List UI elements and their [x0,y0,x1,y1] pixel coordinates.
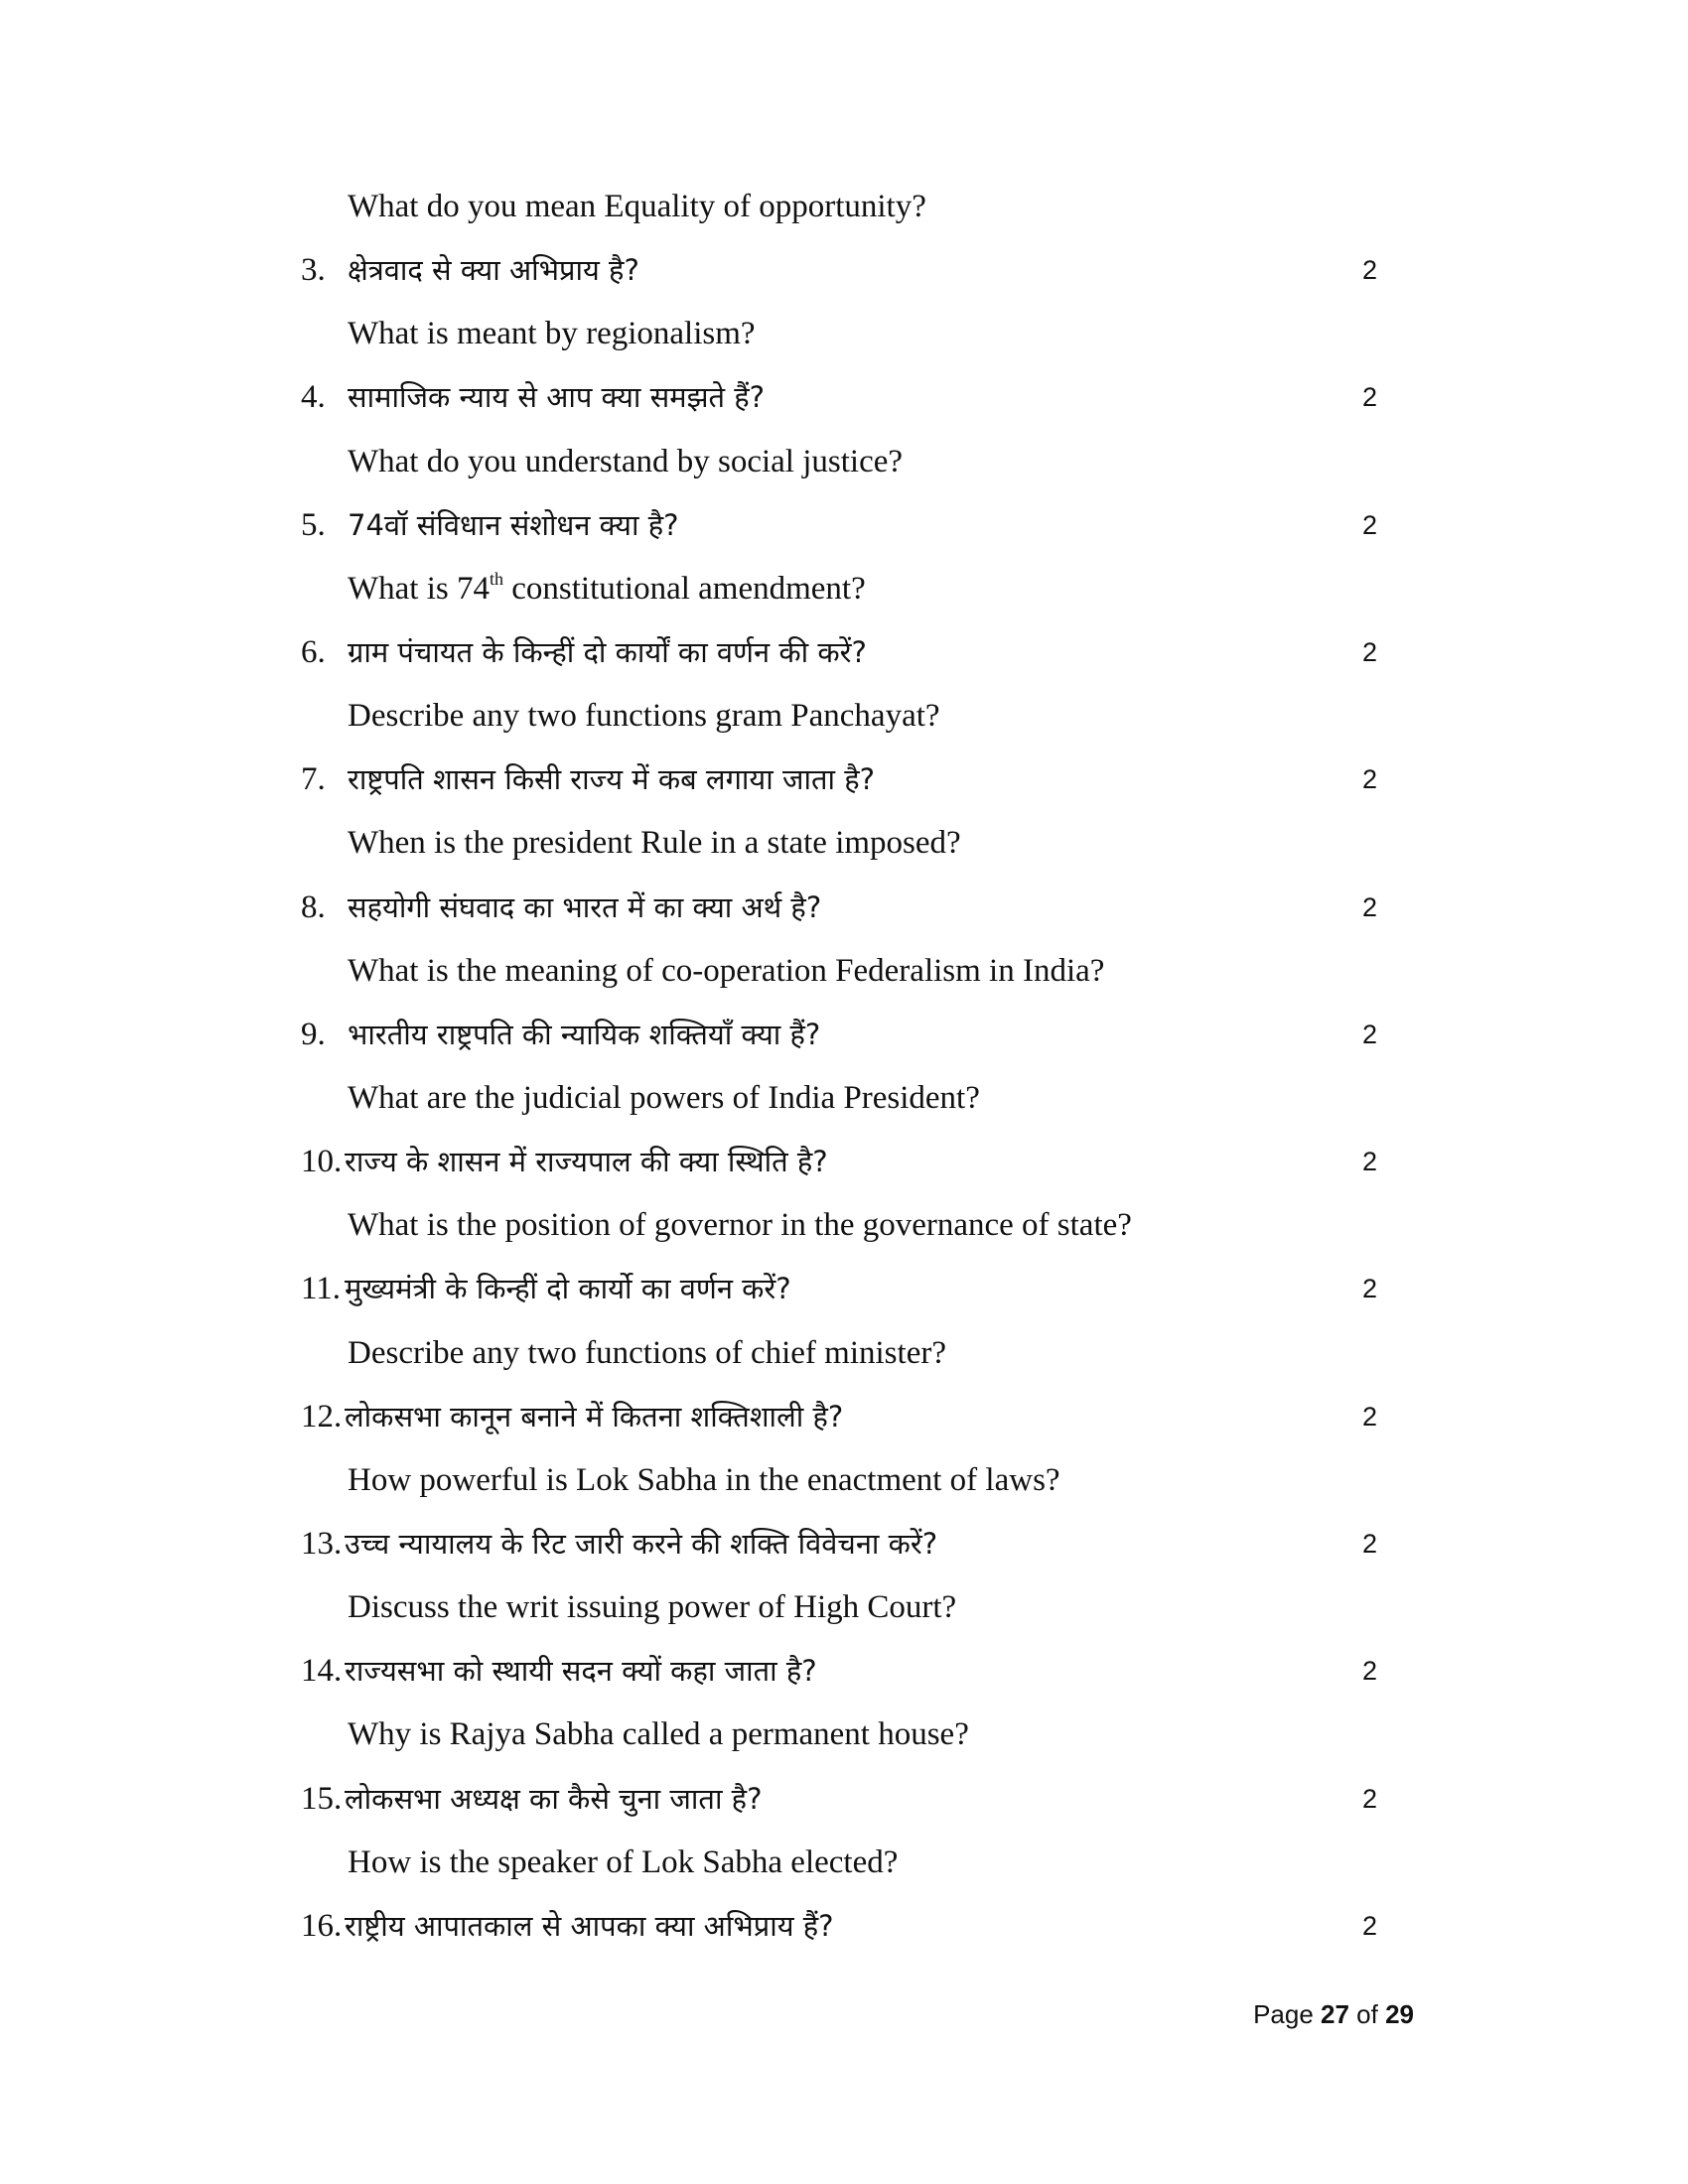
english-question-line [0,175,1688,238]
superscript: th [489,568,503,589]
english-text: Why is Rajya Sabha called a permanent house? [348,1716,969,1753]
question-hindi-line [0,365,1688,429]
hindi-text: राज्यसभा को स्थायी सदन क्यों कहा जाता है? [345,1654,817,1689]
page-current: 27 [1321,1999,1349,2029]
question-number: 7. [301,761,326,798]
question-hindi-line [0,1639,1688,1703]
hindi-text: 74वॉ संविधान संशोधन क्या है? [348,507,679,542]
marks: 2 [1362,1147,1378,1177]
page-footer [1253,1999,1414,2030]
question-number: 14. [301,1653,343,1690]
question-list [0,175,1688,1958]
marks: 2 [1362,1401,1378,1432]
marks: 2 [1362,255,1378,286]
hindi-text: सामाजिक न्याय से आप क्या समझते हैं? [348,380,766,415]
question-english-line [0,302,1688,365]
question-english-line [0,430,1688,493]
hindi-text: राष्ट्रपति शासन किसी राज्य में कब लगाया जाता है? [348,762,876,797]
question-english-line [0,1193,1688,1257]
page-total: 29 [1385,1999,1414,2029]
marks: 2 [1362,1274,1378,1304]
question-english-line [0,1703,1688,1766]
question-hindi-line [0,1767,1688,1831]
question-english-line [0,684,1688,748]
english-text: What is the position of governor in the governance of state? [348,1207,1132,1244]
marks: 2 [1362,1656,1378,1687]
question-number: 5. [301,506,326,543]
english-text-part: What is 74 [348,570,490,607]
question-hindi-line [0,1003,1688,1066]
question-english-line [0,1321,1688,1385]
question-hindi-line [0,493,1688,557]
question-number: 8. [301,888,326,925]
english-text: What is the meaning of co-operation Federalism in India? [348,952,1105,989]
hindi-text: सहयोगी संघवाद का भारत में का क्या अर्थ है? [348,889,822,924]
question-english-line [0,1575,1688,1639]
question-number: 3. [301,252,326,289]
english-text: When is the president Rule in a state imposed? [348,825,961,862]
marks: 2 [1362,764,1378,795]
question-english-line [0,557,1688,620]
marks: 2 [1362,1910,1378,1941]
hindi-text: लोकसभा कानून बनाने में कितना शक्तिशाली है? [345,1399,844,1433]
question-number: 12. [301,1398,343,1434]
question-hindi-line [0,1257,1688,1320]
hindi-text: राष्ट्रीय आपातकाल से आपका क्या अभिप्राय हैं? [345,1908,834,1943]
english-text: Describe any two functions gram Panchayat? [348,698,940,735]
question-number: 16. [301,1907,343,1944]
marks: 2 [1362,891,1378,922]
english-text: What do you understand by social justice? [348,443,904,479]
hindi-text: क्षेत्रवाद से क्या अभिप्राय है? [348,253,639,288]
marks: 2 [1362,1528,1378,1559]
question-hindi-line [0,1385,1688,1448]
english-text: What is meant by regionalism? [348,316,756,352]
english-text: Discuss the writ issuing power of High Court? [348,1589,957,1626]
question-number: 10. [301,1144,343,1180]
hindi-text: भारतीय राष्ट्रपति की न्यायिक शक्तियाँ क्या हैं? [348,1017,821,1051]
english-text: What are the judicial powers of India President? [348,1079,980,1116]
marks: 2 [1362,1019,1378,1049]
marks: 2 [1362,1783,1378,1814]
english-text [348,557,866,620]
question-number: 15. [301,1780,343,1817]
question-english-line [0,1066,1688,1130]
question-number: 4. [301,379,326,416]
question-hindi-line [0,1894,1688,1958]
question-number: 11. [301,1271,342,1307]
english-text-part: constitutional amendment? [503,570,866,607]
english-text: What do you mean Equality of opportunity? [348,189,926,224]
hindi-text: लोकसभा अध्यक्ष का कैसे चुना जाता है? [345,1781,763,1816]
question-number: 6. [301,633,326,670]
question-english-line [0,811,1688,875]
page-sep: of [1348,1999,1386,2029]
question-english-line [0,939,1688,1003]
question-hindi-line [0,620,1688,684]
marks: 2 [1362,636,1378,667]
hindi-text: मुख्यमंत्री के किन्हीं दो कार्यो का वर्णन करें? [345,1272,791,1306]
english-text: How is the speaker of Lok Sabha elected? [348,1843,899,1880]
hindi-text: उच्च न्यायालय के रिट जारी करने की शक्ति विवेचना करें? [345,1526,938,1561]
question-number: 9. [301,1016,326,1052]
question-hindi-line [0,1130,1688,1193]
question-number: 13. [301,1525,343,1562]
question-hindi-line [0,876,1688,939]
question-hindi-line [0,748,1688,811]
hindi-text: राज्य के शासन में राज्यपाल की क्या स्थिति है? [345,1145,828,1179]
english-text: How powerful is Lok Sabha in the enactment of laws? [348,1461,1060,1498]
marks: 2 [1362,509,1378,540]
question-english-line [0,1448,1688,1512]
question-english-line [0,1831,1688,1894]
hindi-text: ग्राम पंचायत के किन्हीं दो कार्यों का वर्णन की करें? [348,634,867,669]
question-hindi-line [0,238,1688,302]
question-hindi-line [0,1512,1688,1575]
english-text: Describe any two functions of chief minister? [348,1334,946,1371]
page-prefix: Page [1253,1999,1322,2029]
marks: 2 [1362,382,1378,413]
